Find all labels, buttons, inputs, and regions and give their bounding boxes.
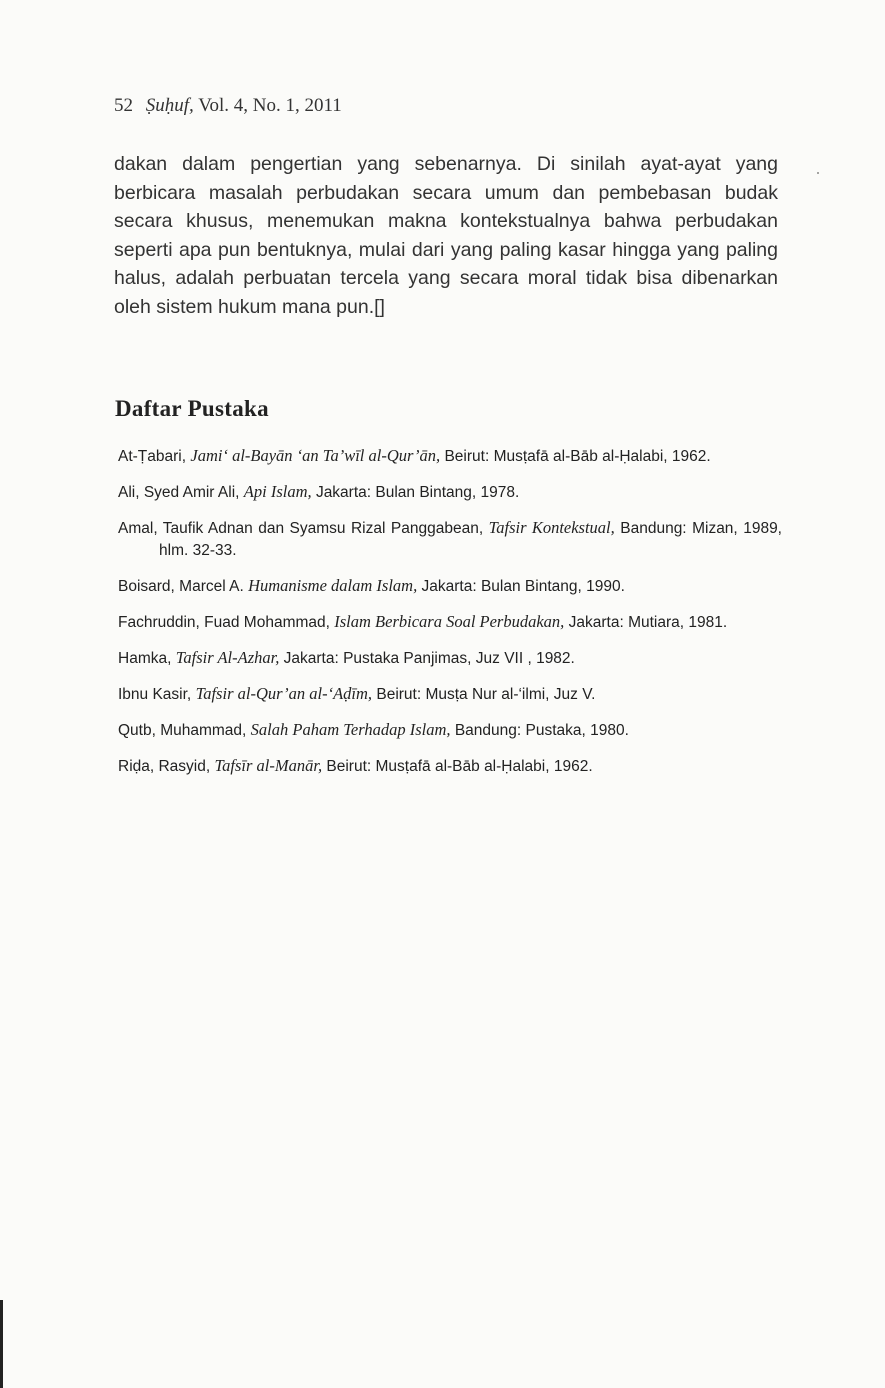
reference-author: Ali, Syed Amir Ali,: [118, 484, 240, 501]
reference-item: [118, 719, 782, 742]
reference-title: Tafsīr al-Manār,: [214, 756, 323, 775]
scan-speck: [817, 172, 819, 174]
reference-publication: Jakarta: Pustaka Panjimas, Juz VII , 1982.: [283, 650, 575, 667]
reference-publication: Jakarta: Bulan Bintang, 1990.: [421, 578, 625, 595]
reference-title: Tafsir Kontekstual,: [488, 518, 615, 537]
reference-item: [118, 755, 782, 778]
reference-publication: Beirut: Musṭa Nur al-‘ilmi, Juz V.: [376, 686, 596, 703]
reference-item: [118, 683, 782, 706]
reference-publication: Beirut: Musṭafā al-Bāb al-Ḥalabi, 1962.: [326, 758, 593, 775]
reference-item: [118, 517, 782, 562]
section-title: Daftar Pustaka: [115, 396, 269, 421]
scan-edge-line: [0, 1300, 3, 1388]
reference-author: Ibnu Kasir,: [118, 686, 192, 703]
reference-item: [118, 611, 782, 634]
reference-title: Tafsir al-Qur’an al-‘Aḍīm,: [195, 684, 373, 703]
reference-item: [118, 647, 782, 670]
reference-item: [118, 481, 782, 504]
journal-name: Ṣuḥuf,: [145, 95, 194, 116]
reference-author: Riḍa, Rasyid,: [118, 758, 211, 775]
reference-item: [118, 575, 782, 598]
issue-info: Vol. 4, No. 1, 2011: [198, 95, 342, 116]
reference-title: Humanisme dalam Islam,: [248, 576, 418, 595]
body-paragraph: dakan dalam pengertian yang sebenarnya. Di sinilah ayat-ayat yang berbicara masalah perbudakan secara umum dan pembebasan budak secara khusus, menemukan makna kontekstualnya bahwa perbudakan seperti apa pun bentuknya, mulai dari yang paling kasar hingga yang paling halus, adalah perbuatan tercela yang secara moral tidak bisa dibenarkan oleh sistem hukum mana pun.[]: [114, 153, 778, 318]
reference-publication: Bandung: Mizan, 1989, hlm. 32-33.: [159, 520, 782, 559]
reference-author: Hamka,: [118, 650, 172, 667]
reference-title: Jami‘ al-Bayān ‘an Ta’wīl al-Qur’ān,: [190, 446, 441, 465]
reference-publication: Jakarta: Mutiara, 1981.: [568, 614, 728, 631]
reference-title: Api Islam,: [243, 482, 312, 501]
reference-list: [118, 445, 782, 791]
reference-author: Fachruddin, Fuad Mohammad,: [118, 614, 330, 631]
reference-author: Qutb, Muhammad,: [118, 722, 247, 739]
reference-publication: Bandung: Pustaka, 1980.: [454, 722, 629, 739]
reference-title: Tafsir Al-Azhar,: [175, 648, 280, 667]
reference-publication: Beirut: Musṭafā al-Bāb al-Ḥalabi, 1962.: [444, 448, 711, 465]
running-header: [114, 95, 342, 117]
reference-author: Amal, Taufik Adnan dan Syamsu Rizal Panggabean,: [118, 520, 484, 537]
reference-title: Islam Berbicara Soal Perbudakan,: [334, 612, 565, 631]
reference-publication: Jakarta: Bulan Bintang, 1978.: [315, 484, 520, 501]
reference-author: Boisard, Marcel A.: [118, 578, 244, 595]
page-number: 52: [114, 95, 133, 116]
reference-title: Salah Paham Terhadap Islam,: [250, 720, 451, 739]
reference-author: At-Ṭabari,: [118, 448, 187, 465]
reference-item: [118, 445, 782, 468]
